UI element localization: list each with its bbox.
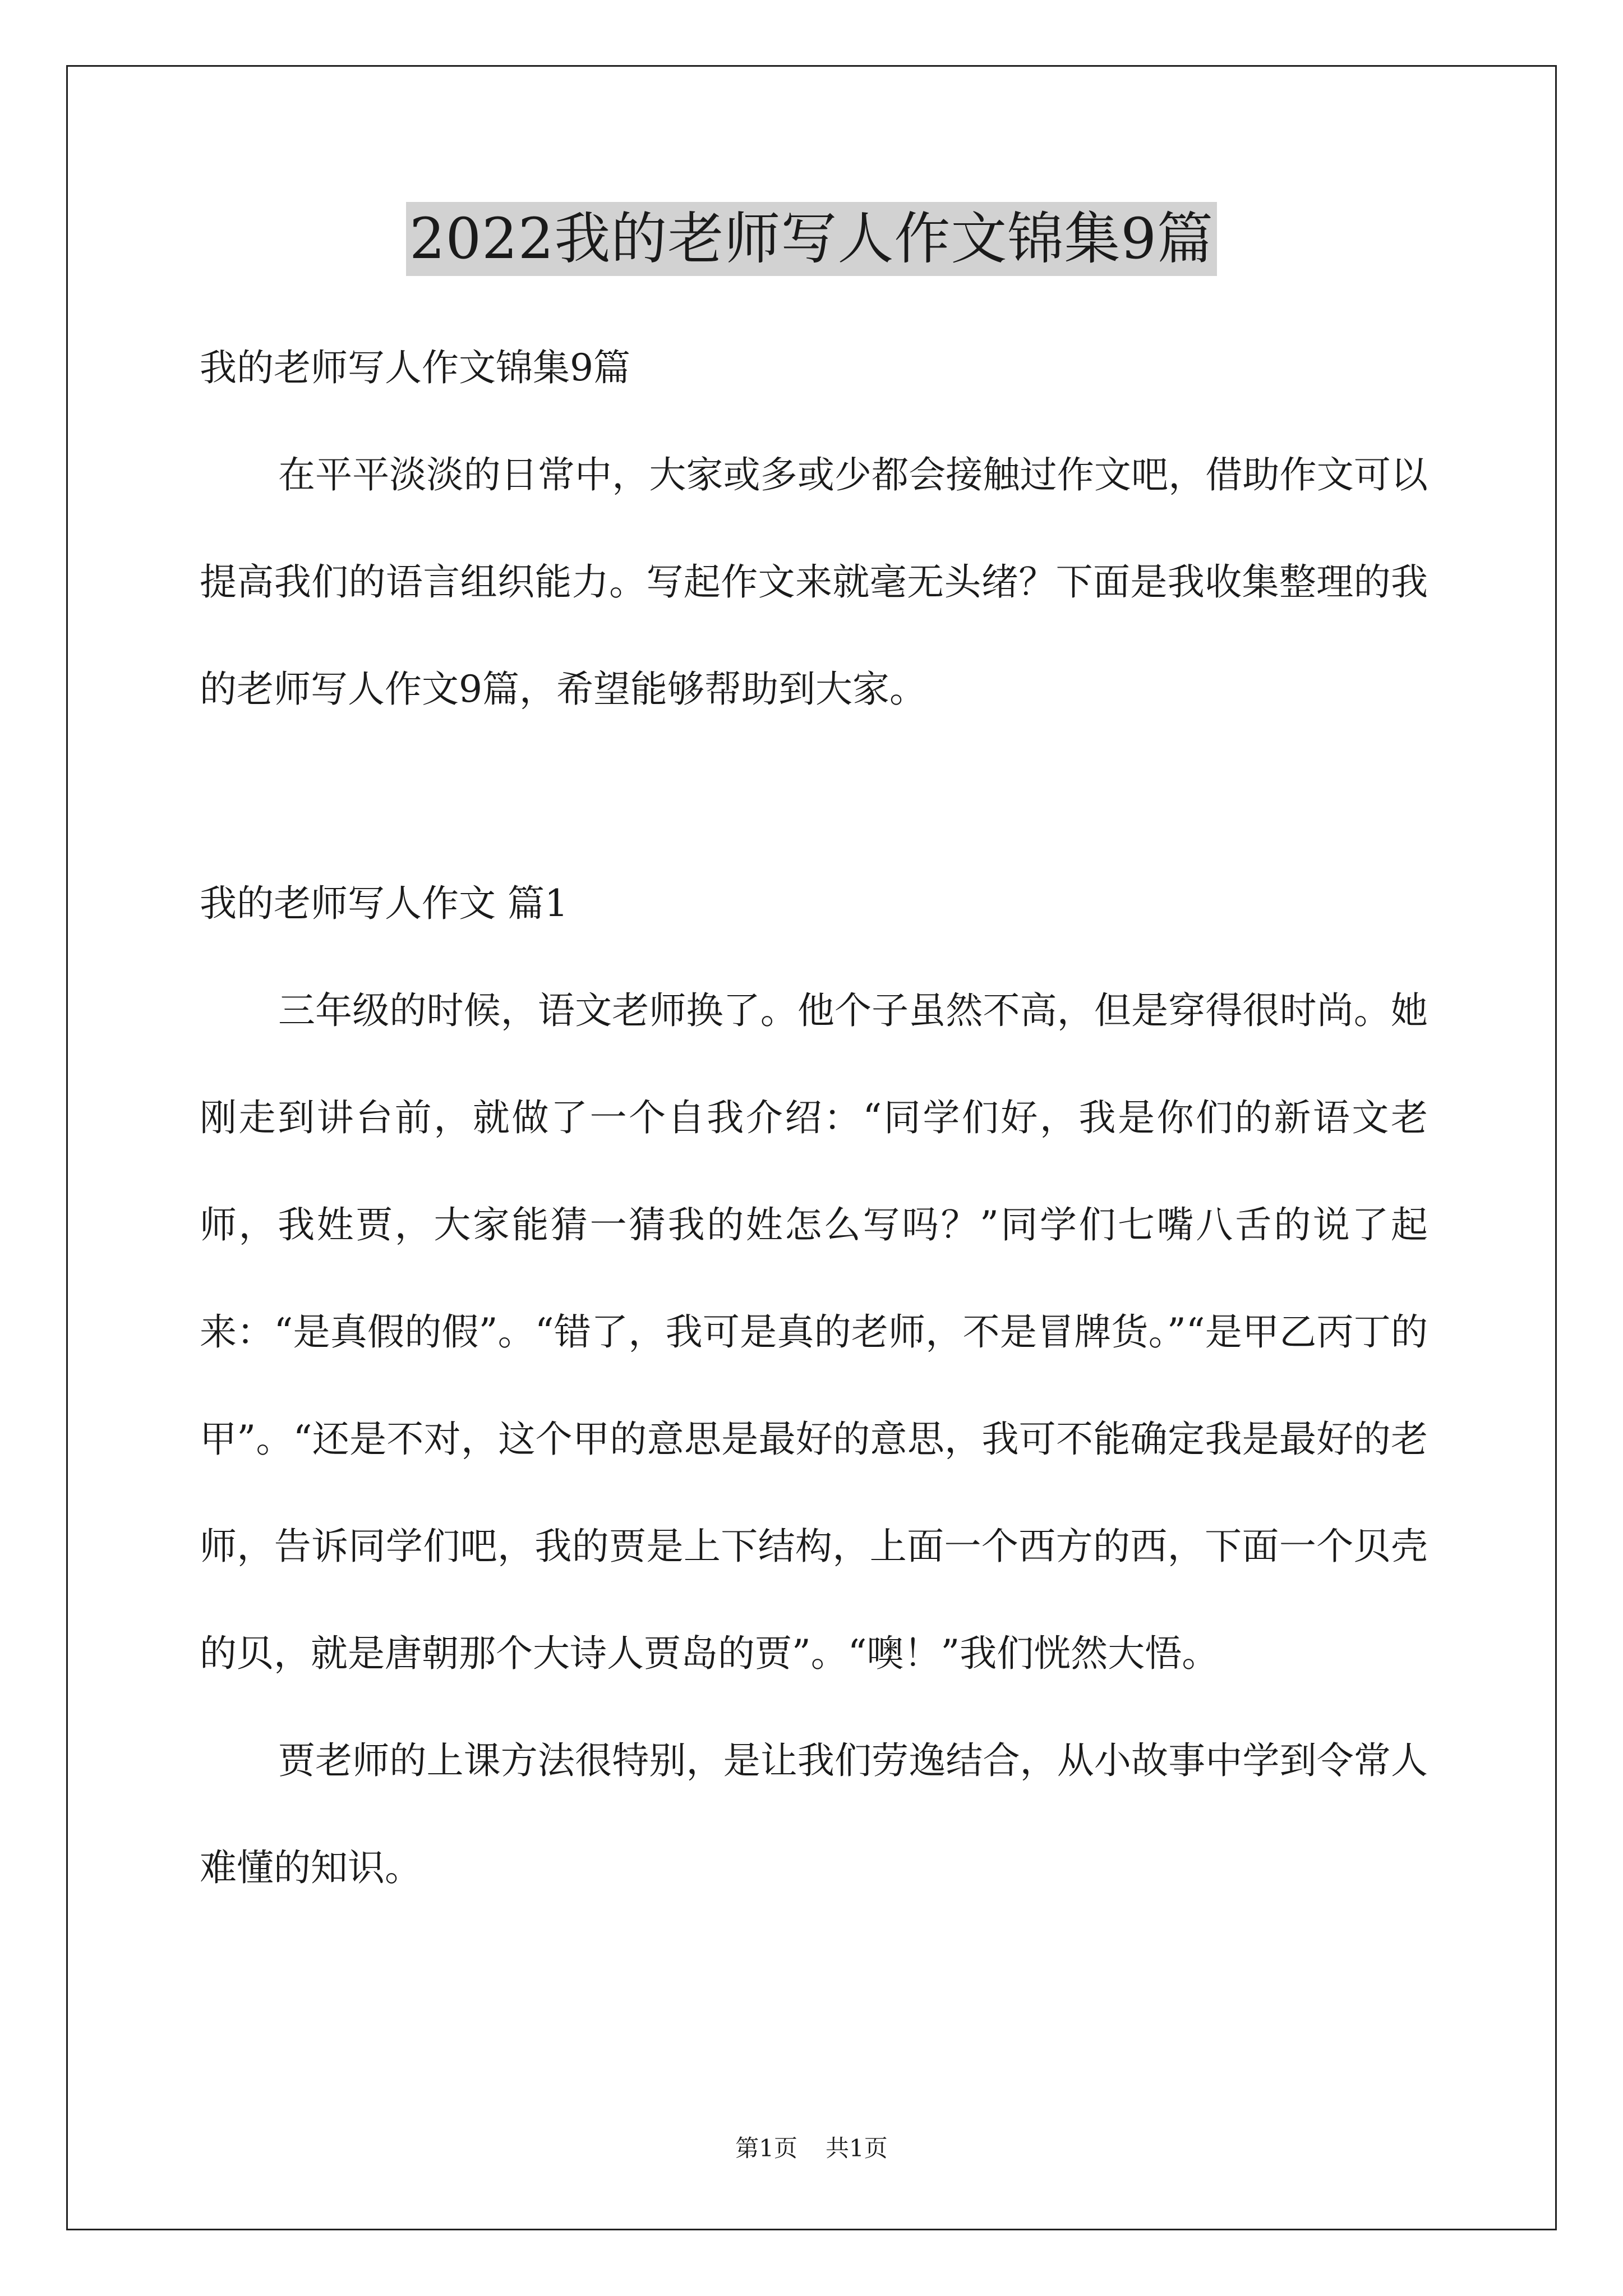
body-paragraph-2: 贾老师的上课方法很特别，是让我们劳逸结合，从小故事中学到令常人难懂的知识。 bbox=[200, 1739, 1428, 1889]
page-footer bbox=[0, 2132, 1623, 2165]
document-subtitle: 我的老师写人作文锦集9篇 bbox=[200, 346, 630, 389]
intro-paragraph: 在平平淡淡的日常中，大家或多或少都会接触过作文吧，借助作文可以提高我们的语言组织能力。写起作文来就毫无头绪？下面是我收集整理的我的老师写人作文9篇，希望能够帮助到大家。 bbox=[200, 453, 1428, 711]
document-title: 2022我的老师写人作文锦集9篇 bbox=[406, 202, 1217, 276]
section-heading: 我的老师写人作文 篇1 bbox=[200, 882, 568, 925]
title-wrapper bbox=[0, 202, 1623, 276]
document-body bbox=[200, 314, 1428, 1921]
page-number: 第1页 bbox=[735, 2134, 797, 2162]
section-gap bbox=[200, 743, 1428, 850]
body-paragraph-1: 三年级的时候，语文老师换了。他个子虽然不高，但是穿得很时尚。她刚走到讲台前，就做了一个自我介绍：“同学们好，我是你们的新语文老师，我姓贾，大家能猜一猜我的姓怎么写吗？”同学们七嘴八舌的说了起来：“是真假的假”。“错了，我可是真的老师，不是冒牌货。”“是甲乙丙丁的甲”。“还是不对，这个甲的意思是最好的意思，我可不能确定我是最好的老师，告诉同学们吧，我的贾是上下结构，上面一个西方的西，下面一个贝壳的贝，就是唐朝那个大诗人贾岛的贾”。“噢！”我们恍然大悟。 bbox=[200, 989, 1428, 1675]
page-total: 共1页 bbox=[826, 2134, 888, 2162]
